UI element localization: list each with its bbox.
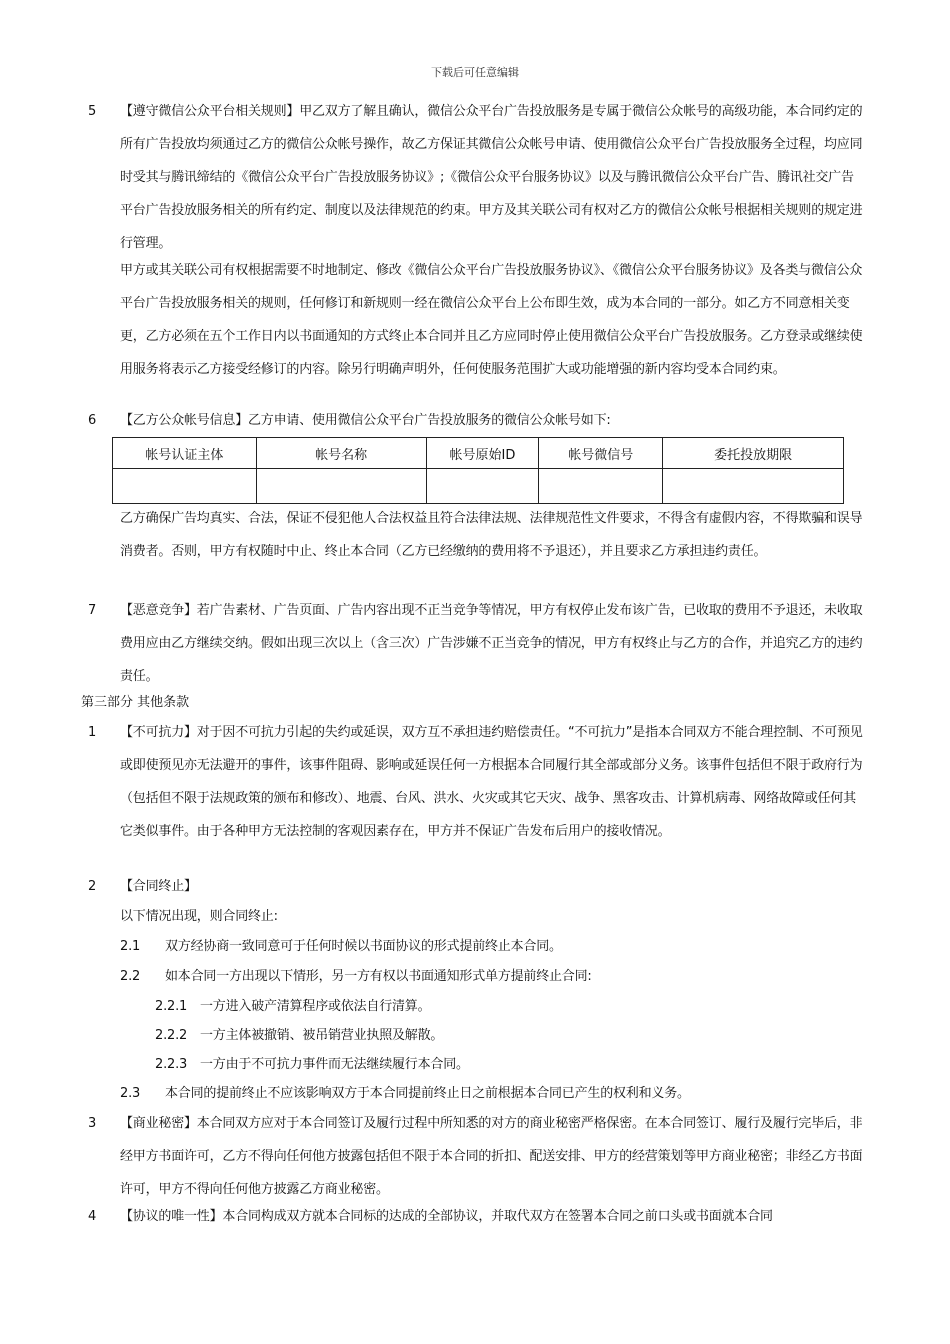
table-cell [256, 469, 426, 504]
column-header: 帐号原始ID [426, 438, 539, 469]
clause-intro: 以下情况出现，则合同终止: [120, 909, 278, 924]
table-row [113, 469, 844, 504]
sub-clause-text: 一方主体被撤销、被吊销营业执照及解散。 [200, 1028, 444, 1043]
clause-number: 4 [88, 1209, 97, 1224]
table-cell [113, 469, 257, 504]
sub-clause-text: 一方进入破产清算程序或依法自行清算。 [200, 999, 431, 1014]
sub-clause-number: 2.2.1 [155, 999, 188, 1014]
clause-number: 6 [88, 413, 97, 428]
table-header-row [113, 438, 844, 469]
account-info-table [112, 437, 844, 504]
clause-text: 【不可抗力】对于因不可抗力引起的失约或延误，双方互不承担违约赔偿责任。“不可抗力”是指本合同双方不能合理控制、不可预见或即使预见亦无法避开的事件，该事件阻碍、影响或延误任何一方根据本合同履行其全部或部分义务。该事件包括但不限于政府行为（包括但不限于法规政策的颁布和修改）、地震、台风、洪水、火灾或其它天灾、战争、黑客攻击、计算机病毒、网络故障或任何其它类似事件。由于各种甲方无法控制的客观因素存在，甲方并不保证广告发布后用户的接收情况。 [120, 725, 863, 839]
clause-number: 5 [88, 104, 97, 119]
section-title: 第三部分 其他条款 [81, 695, 190, 710]
page-header: 下载后可任意编辑 [431, 66, 519, 79]
clause-number: 1 [88, 725, 97, 740]
sub-clause-number: 2.2 [120, 969, 141, 984]
sub-clause-text: 本合同的提前终止不应该影响双方于本合同提前终止日之前根据本合同已产生的权利和义务。 [165, 1086, 690, 1101]
clause-text: 甲方或其关联公司有权根据需要不时地制定、修改《微信公众平台广告投放服务协议》、《微信公众平台服务协议》及各类与微信公众平台广告投放服务相关的规则，任何修订和新规则一经在微信公众平台上公布即生效，成为本合同的一部分。如乙方不同意相关变更，乙方必须在五个工作日内以书面通知的方式终止本合同并且乙方应同时停止使用微信公众平台广告投放服务。乙方登录或继续使用服务将表示乙方接受经修订的内容。除另行明确声明外，任何使服务范围扩大或功能增强的新内容均受本合同约束。 [120, 263, 863, 377]
clause-text: 【商业秘密】本合同双方应对于本合同签订及履行过程中所知悉的对方的商业秘密严格保密。在本合同签订、履行及履行完毕后，非经甲方书面许可，乙方不得向任何他方披露包括但不限于本合同的折扣、配送安排、甲方的经营策划等甲方商业秘密；非经乙方书面许可，甲方不得向任何他方披露乙方商业秘密。 [120, 1116, 863, 1197]
clause-text: 【协议的唯一性】本合同构成双方就本合同标的达成的全部协议，并取代双方在签署本合同之前口头或书面就本合同 [120, 1209, 773, 1224]
clause-title: 【合同终止】 [120, 879, 197, 894]
sub-clause-text: 一方由于不可抗力事件而无法继续履行本合同。 [200, 1057, 469, 1072]
sub-clause-text: 双方经协商一致同意可于任何时候以书面协议的形式提前终止本合同。 [165, 939, 562, 954]
sub-clause-text: 如本合同一方出现以下情形，另一方有权以书面通知形式单方提前终止合同: [165, 969, 592, 984]
clause-number: 7 [88, 603, 97, 618]
clause-text: 【恶意竞争】若广告素材、广告页面、广告内容出现不正当竞争等情况，甲方有权停止发布该广告，已收取的费用不予退还，未收取费用应由乙方继续交纳。假如出现三次以上（含三次）广告涉嫌不正当竞争的情况，甲方有权终止与乙方的合作，并追究乙方的违约责任。 [120, 603, 863, 684]
table-cell [663, 469, 844, 504]
table-cell [426, 469, 539, 504]
sub-clause-number: 2.2.3 [155, 1057, 188, 1072]
sub-clause-number: 2.2.2 [155, 1028, 188, 1043]
clause-number: 2 [88, 879, 97, 894]
clause-number: 3 [88, 1116, 97, 1131]
table-cell [539, 469, 663, 504]
sub-clause-number: 2.1 [120, 939, 141, 954]
clause-text: 【遵守微信公众平台相关规则】甲乙双方了解且确认，微信公众平台广告投放服务是专属于微信公众帐号的高级功能，本合同约定的所有广告投放均须通过乙方的微信公众帐号操作，故乙方保证其微信公众帐号申请、使用微信公众平台广告投放服务全过程，均应同时受其与腾讯缔结的《微信公众平台广告投放服务协议》;《微信公众平台服务协议》以及与腾讯微信公众平台广告、腾讯社交广告平台广告投放服务相关的所有约定、制度以及法律规范的约束。甲方及其关联公司有权对乙方的微信公众帐号根据相关规则的规定进行管理。 [120, 104, 863, 251]
column-header: 帐号认证主体 [113, 438, 257, 469]
sub-clause-number: 2.3 [120, 1086, 141, 1101]
clause-text: 【乙方公众帐号信息】乙方申请、使用微信公众平台广告投放服务的微信公众帐号如下: [120, 413, 611, 428]
column-header: 委托投放期限 [663, 438, 844, 469]
column-header: 帐号名称 [256, 438, 426, 469]
clause-text: 乙方确保广告均真实、合法，保证不侵犯他人合法权益且符合法律法规、法律规范性文件要求，不得含有虚假内容，不得欺骗和误导消费者。否则，甲方有权随时中止、终止本合同（乙方已经缴纳的费用将不予退还），并且要求乙方承担违约责任。 [120, 511, 863, 559]
column-header: 帐号微信号 [539, 438, 663, 469]
